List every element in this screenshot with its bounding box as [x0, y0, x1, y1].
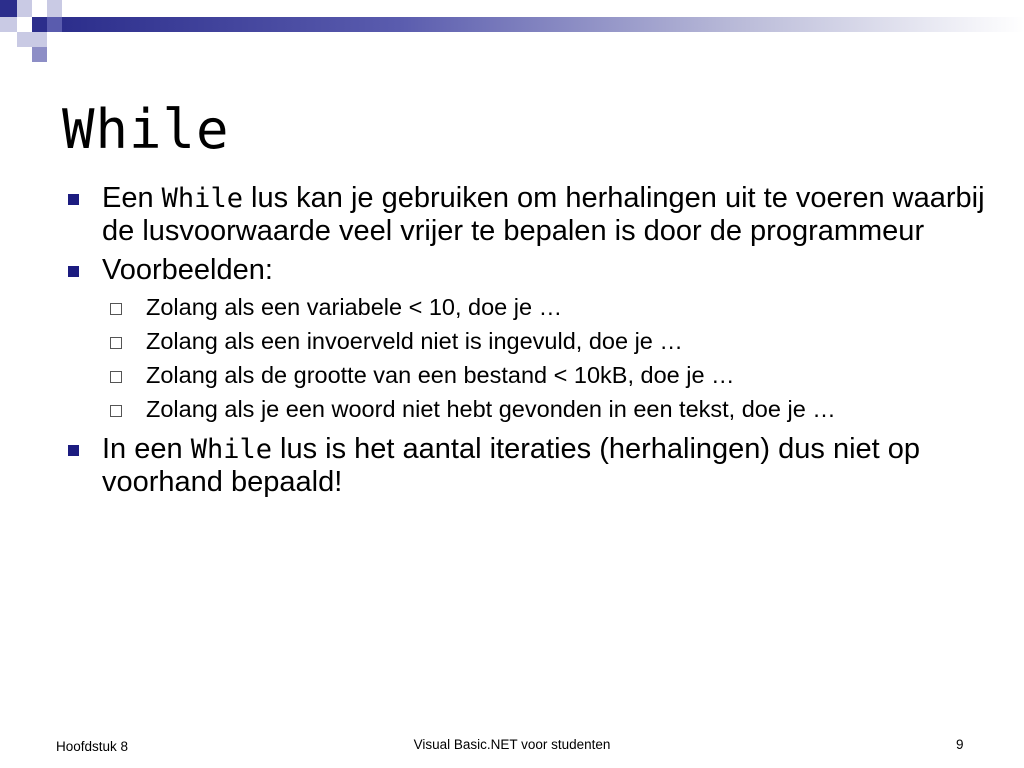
deco-square: [47, 17, 62, 32]
bullet-text: Voorbeelden:: [102, 254, 273, 286]
deco-square: [17, 32, 32, 47]
square-bullet-icon: [68, 194, 79, 205]
sub-bullet-item: [110, 327, 986, 355]
sub-bullet-text: Zolang als een invoerveld niet is ingevuld, doe je …: [146, 328, 683, 354]
bullet-item: [66, 182, 986, 248]
sub-bullet-text: Zolang als een variabele < 10, doe je …: [146, 294, 563, 320]
sub-bullet-item: [110, 395, 986, 423]
sub-bullet-item: [110, 361, 986, 389]
deco-square: [32, 17, 47, 32]
header-gradient-bar: [62, 17, 1024, 32]
square-bullet-icon: [68, 445, 79, 456]
footer-chapter: Hoofdstuk 8: [56, 739, 129, 754]
slide-body: [66, 182, 986, 505]
sub-bullet-text: Zolang als de grootte van een bestand < 10kB, doe je …: [146, 362, 735, 388]
deco-square: [47, 0, 62, 17]
hollow-square-bullet-icon: [110, 405, 122, 417]
deco-square: [32, 47, 47, 62]
square-bullet-icon: [68, 266, 79, 277]
hollow-square-bullet-icon: [110, 337, 122, 349]
footer-title: Visual Basic.NET voor studenten: [413, 737, 611, 752]
page-number: 9: [956, 737, 964, 752]
hollow-square-bullet-icon: [110, 371, 122, 383]
slide-title: While: [62, 98, 230, 161]
bullet-text-post: lus kan je gebruiken om herhalingen uit te voeren waarbij de lusvoorwaarde veel vrijer te bepalen is door de programmeur: [102, 182, 985, 247]
header-decoration: [0, 0, 1024, 62]
sub-bullet-text: Zolang als je een woord niet hebt gevonden in een tekst, doe je …: [146, 396, 836, 422]
code-keyword: While: [161, 183, 243, 214]
deco-square: [0, 17, 17, 32]
deco-square: [17, 0, 32, 17]
deco-square: [0, 0, 17, 17]
deco-square: [32, 32, 47, 47]
code-keyword: While: [190, 434, 272, 465]
bullet-item: [66, 433, 986, 499]
bullet-text-pre: In een: [102, 433, 191, 465]
bullet-text-post: lus is het aantal iteraties (herhalingen) dus niet op voorhand bepaald!: [102, 433, 921, 498]
bullet-text-pre: Een: [102, 182, 162, 214]
hollow-square-bullet-icon: [110, 303, 122, 315]
bullet-item: [66, 254, 986, 287]
sub-bullet-item: [110, 293, 986, 321]
